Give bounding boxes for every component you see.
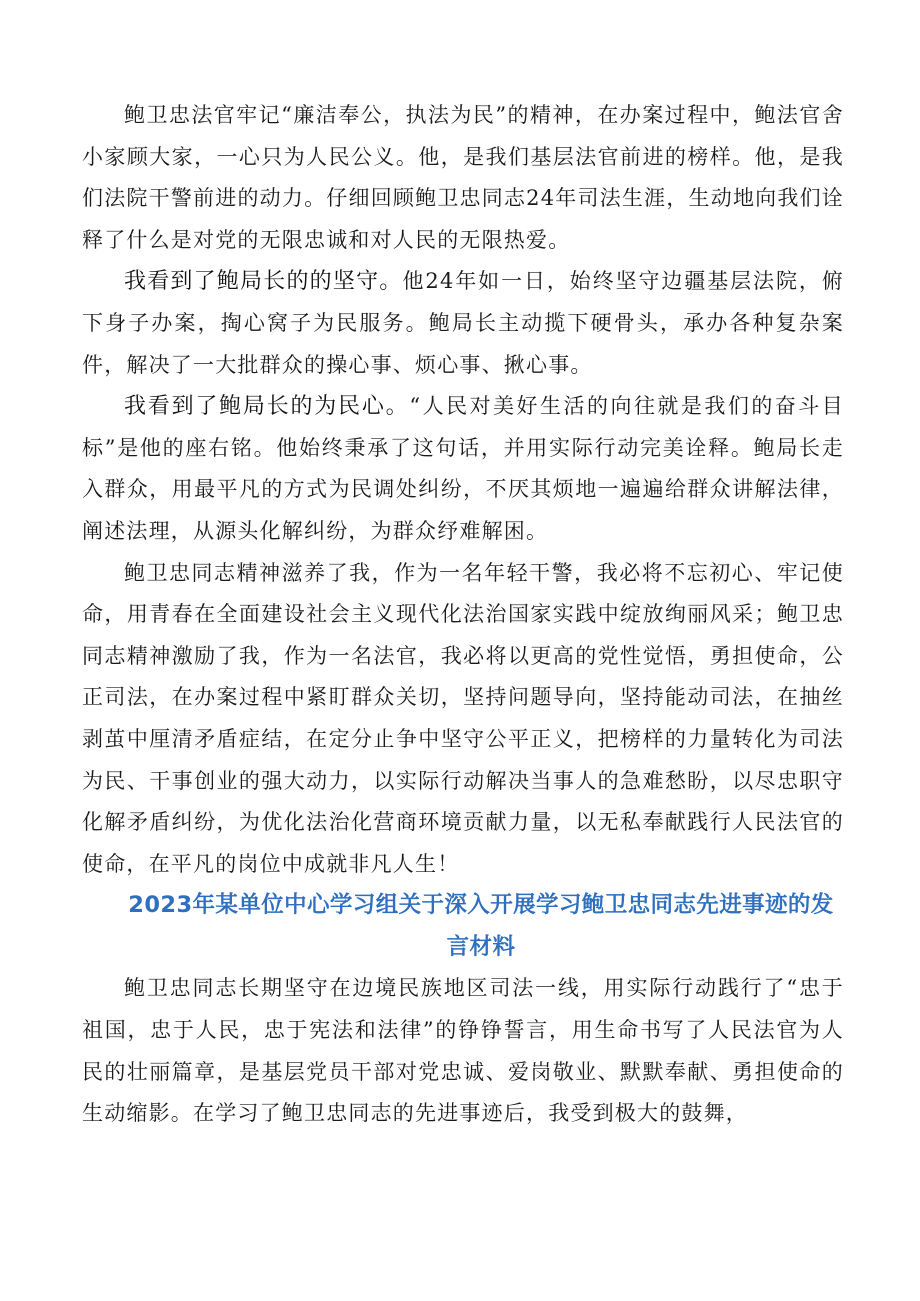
paragraph-5: 鲍卫忠同志长期坚守在边境民族地区司法一线，用实际行动践行了“忠于祖国，忠于人民，忠于宪法和法律”的铮铮誓言，用生命书写了人民法官为人民的壮丽篇章，是基层党员干部对党忠诚、爱岗敬业、默默奉献、勇担使命的生动缩影。在学习了鲍卫忠同志的先进事迹后，我受到极大的鼓舞， [82, 976, 844, 1126]
document-body [82, 95, 844, 1135]
paragraph-4: 鲍卫忠同志精神滋养了我，作为一名年轻干警，我必将不忘初心、牢记使命，用青春在全面建设社会主义现代化法治国家实践中绽放绚丽风采；鲍卫忠同志精神激励了我，作为一名法官，我必将以更高的党性觉悟，勇担使命，公正司法，在办案过程中紧盯群众关切，坚持问题导向，坚持能动司法，在抽丝剥茧中厘清矛盾症结，在定分止争中坚守公平正义，把榜样的力量转化为司法为民、干事创业的强大动力，以实际行动解决当事人的急难愁盼，以尽忠职守化解矛盾纠纷，为优化法治化营商环境贡献力量，以无私奉献践行人民法官的使命，在平凡的岗位中成就非凡人生！ [82, 560, 844, 876]
paragraph-2 [82, 261, 844, 386]
paragraph-1: 鲍卫忠法官牢记“廉洁奉公，执法为民”的精神，在办案过程中，鲍法官舍小家顾大家，一心只为人民公义。他，是我们基层法官前进的榜样。他，是我们法院干警前进的动力。仔细回顾鲍卫忠同志24年司法生涯，生动地向我们诠释了什么是对党的无限忠诚和对人民的无限热爱。 [82, 103, 844, 252]
paragraph-3-body: “人民对美好生活的向往就是我们的奋斗目标”是他的座右铭。他始终秉承了这句话，并用实际行动完美诠释。鲍局长走入群众，用最平凡的方式为民调处纠纷，不厌其烦地一遍遍给群众讲解法律，阐述法理，从源头化解纠纷，为群众纾难解困。 [82, 394, 844, 543]
paragraph-3 [82, 386, 844, 552]
section-title-link[interactable]: 2023年某单位中心学习组关于深入开展学习鲍卫忠同志先进事迹的发言材料 [128, 892, 834, 960]
paragraph-2-body: 他24年如一日，始终坚守边疆基层法院，俯下身子办案，掏心窝子为民服务。鲍局长主动揽下硬骨头，承办各种复杂案件，解决了一大批群众的操心事、烦心事、揪心事。 [82, 269, 844, 377]
paragraph-2-lead: 我看到了鲍局长的的坚守。 [124, 269, 403, 295]
paragraph-3-lead: 我看到了鲍局长的为民心。 [124, 394, 410, 420]
